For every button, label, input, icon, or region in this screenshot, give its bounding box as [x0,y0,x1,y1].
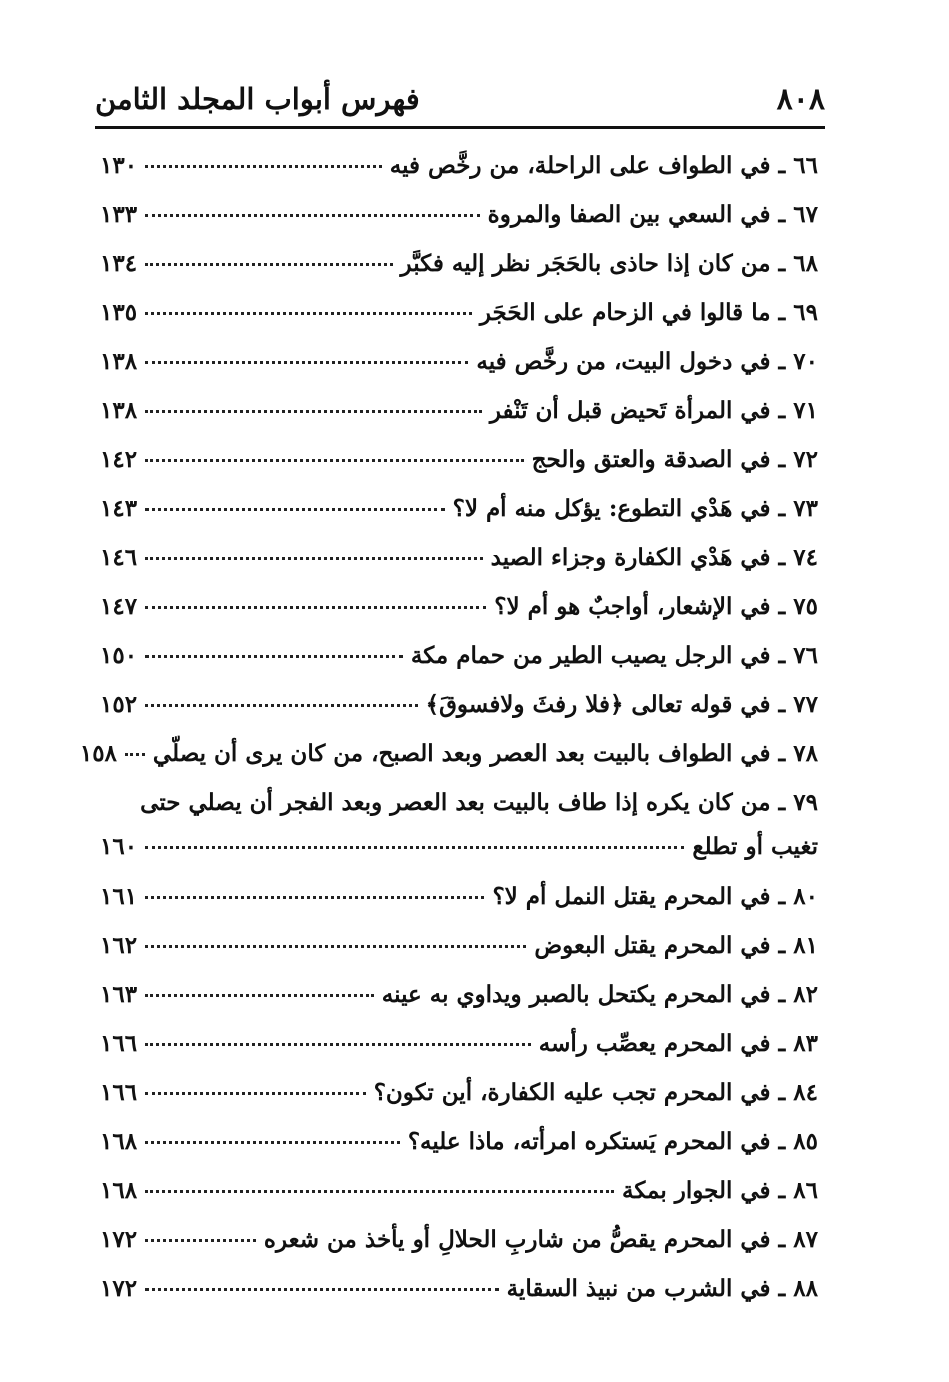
toc-entry-page: ١٥٢ [100,691,138,718]
page-number: ٨٠٨ [776,82,825,117]
dot-leader [145,459,524,462]
toc-entry-title: ٨٤ ـ في المحرم تجب عليه الكفارة، أين تكون؟ [373,1079,818,1106]
toc-entry-title: ٨٢ ـ في المحرم يكتحل بالصبر ويداوي به عينه [381,981,818,1008]
dot-leader [145,945,526,948]
toc-entry [100,642,818,691]
toc-entry [100,348,818,397]
toc-entry [100,1079,818,1128]
toc-entry-title: ٧١ ـ في المرأة تَحيض قبل أن تَنْفر [489,397,818,424]
toc-entry-title: ٨١ ـ في المحرم يقتل البعوض [534,932,818,959]
toc-entry-title: ٨٠ ـ في المحرم يقتل النمل أم لا؟ [492,883,818,910]
header-rule [95,126,825,129]
toc-entry-title: ٦٧ ـ في السعي بين الصفا والمروة [487,201,818,228]
toc-entry [100,299,818,348]
toc-entry [100,1030,818,1079]
dot-leader [145,165,382,168]
toc-entry [79,740,818,789]
toc-entry [100,201,818,250]
toc-entry-page: ١٣٣ [100,201,138,228]
dot-leader [145,312,472,315]
toc-entry-title: ٧٣ ـ في هَدْي التطوع: يؤكل منه أم لا؟ [452,495,818,522]
toc-entry-title: ٨٧ ـ في المحرم يقصُّ من شاربِ الحلالِ أو يأخذ من شعره [263,1226,818,1253]
toc-entry-title: ٧٧ ـ في قوله تعالى ﴿فلا رفثَ ولافسوقَ﴾ [425,691,818,718]
dot-leader [145,508,445,511]
toc-entry-title: ٧٨ ـ في الطواف بالبيت بعد العصر وبعد الصبح، من كان يرى أن يصلّي [152,740,818,767]
toc-entry-continuation [100,833,818,877]
toc-entry-page: ١٦٨ [100,1128,138,1155]
toc-entry-title: ٧٤ ـ في هَدْي الكفارة وجزاء الصيد [490,544,818,571]
dot-leader [145,994,374,997]
dot-leader [145,263,392,266]
toc-entry-page: ١٣٨ [100,397,138,424]
toc-entry [100,250,818,299]
toc-entry-page: ١٦٣ [100,981,138,1008]
page-header [95,78,825,128]
toc-entry-page: ١٥٨ [79,740,117,767]
toc-entry-page: ١٧٢ [100,1226,138,1253]
toc-entry-page: ١٤٣ [100,495,138,522]
toc-entry [100,593,818,642]
toc-entry-page: ١٣٤ [100,250,138,277]
toc-entry [100,152,818,201]
toc-entry-title: ٨٥ ـ في المحرم يَستكره امرأته، ماذا عليه؟ [407,1128,818,1155]
dot-leader [145,655,403,658]
toc-entry-title: ٧٦ ـ في الرجل يصيب الطير من حمام مكة [410,642,818,669]
dot-leader [145,606,486,609]
dot-leader [145,896,484,899]
toc-entry-title: ٧٥ ـ في الإشعار، أواجبٌ هو أم لا؟ [494,593,818,620]
toc-entry [100,932,818,981]
toc-entry-page: ١٤٧ [100,593,138,620]
toc-entry-page: ١٥٠ [100,642,138,669]
toc-entry-title: ٨٨ ـ في الشرب من نبيذ السقاية [506,1275,818,1302]
toc-entry-title: ٧٢ ـ في الصدقة والعتق والحج [531,446,818,473]
dot-leader [145,1239,256,1242]
toc-entry-page: ١٦٢ [100,932,138,959]
dot-leader [145,704,418,707]
toc-entry-page: ١٣٥ [100,299,138,326]
table-of-contents [79,152,818,1324]
toc-entry-page: ١٦٨ [100,1177,138,1204]
toc-entry [100,981,818,1030]
toc-entry-page: ١٦٠ [100,833,138,860]
dot-leader [145,1043,531,1046]
toc-entry [100,789,818,877]
dot-leader [145,214,480,217]
dot-leader [145,410,482,413]
toc-entry-page: ١٦٦ [100,1030,138,1057]
toc-entry-page: ١٦٦ [100,1079,138,1106]
dot-leader [145,361,468,364]
dot-leader [125,753,145,756]
running-title: فهرس أبواب المجلد الثامن [95,82,420,116]
toc-entry-title: ٦٨ ـ من كان إذا حاذى بالحَجَر نظر إليه فكبَّر [400,250,818,277]
dot-leader [145,1288,499,1291]
toc-entry [100,1177,818,1226]
toc-entry [100,544,818,593]
toc-entry-title: ٧٩ ـ من كان يكره إذا طاف بالبيت بعد العصر وبعد الفجر أن يصلي حتى [140,789,818,816]
dot-leader [145,1141,400,1144]
toc-entry [100,495,818,544]
toc-entry-page: ١٣٠ [100,152,138,179]
toc-entry-page: ١٦١ [100,883,138,910]
toc-entry-title: ٦٦ ـ في الطواف على الراحلة، من رخَّص فيه [389,152,818,179]
toc-entry-title: ٦٩ ـ ما قالوا في الزحام على الحَجَر [479,299,818,326]
toc-entry [100,883,818,932]
toc-entry [100,1226,818,1275]
toc-entry [100,397,818,446]
toc-entry-page: ١٤٦ [100,544,138,571]
toc-entry-page: ١٧٢ [100,1275,138,1302]
toc-entry [100,1128,818,1177]
toc-entry-title: ٧٠ ـ في دخول البيت، من رخَّص فيه [476,348,818,375]
toc-entry-title-continued: تغيب أو تطلع [692,833,818,860]
toc-entry [100,691,818,740]
toc-entry [100,1275,818,1324]
dot-leader [145,846,684,849]
toc-entry-page: ١٤٢ [100,446,138,473]
dot-leader [145,557,483,560]
dot-leader [145,1190,614,1193]
dot-leader [145,1092,366,1095]
toc-entry-page: ١٣٨ [100,348,138,375]
toc-entry-title: ٨٦ ـ في الجوار بمكة [621,1177,818,1204]
toc-entry [100,446,818,495]
toc-entry-title: ٨٣ ـ في المحرم يعصِّب رأسه [538,1030,818,1057]
